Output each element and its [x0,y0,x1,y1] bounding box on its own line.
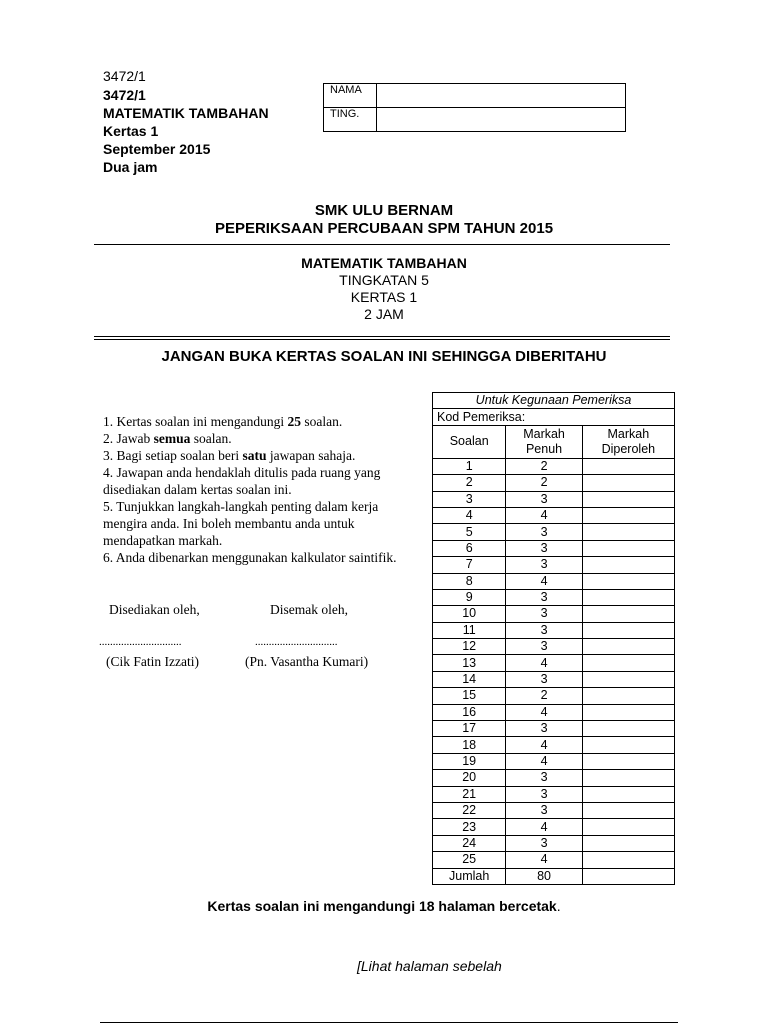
marks-obtained-cell[interactable] [582,721,674,737]
double-divider-bottom [94,339,670,340]
question-number: 16 [433,704,506,720]
full-marks: 3 [506,835,582,851]
question-number: 13 [433,655,506,671]
checked-by-name: (Pn. Vasantha Kumari) [245,654,369,669]
prepared-by-label: Disediakan oleh, [109,602,200,617]
instruction-3: 3. Bagi setiap soalan beri satu jawapan sahaja. [103,448,356,463]
table-row [433,639,675,655]
form-title: TINGKATAN 5 [339,272,429,288]
instruction-2: 2. Jawab semua soalan. [103,431,232,446]
subject-name: MATEMATIK TAMBAHAN [103,105,269,121]
marks-obtained-cell[interactable] [582,622,674,638]
full-marks: 3 [506,540,582,556]
full-marks: 2 [506,688,582,704]
full-marks: 3 [506,491,582,507]
student-id-box [323,83,626,132]
question-number: 11 [433,622,506,638]
question-number: 7 [433,557,506,573]
full-marks: 4 [506,753,582,769]
column-header-marks-obtained: Markah Diperoleh [582,425,674,458]
question-number: 22 [433,802,506,818]
full-marks: 3 [506,721,582,737]
question-number: 17 [433,721,506,737]
table-row [433,704,675,720]
paper-title: KERTAS 1 [350,289,418,305]
marks-obtained-cell[interactable] [582,606,674,622]
name-label: NAMA [324,84,377,108]
table-row [433,671,675,687]
table-row [433,802,675,818]
instructions [103,413,403,566]
marks-obtained-cell[interactable] [582,802,674,818]
marks-obtained-cell[interactable] [582,655,674,671]
table-row [433,622,675,638]
exam-title: PEPERIKSAAN PERCUBAAN SPM TAHUN 2015 [214,220,554,237]
instruction-5: 5. Tunjukkan langkah-langkah penting dalam kerja mengira anda. Ini boleh membantu anda untuk mendapatkan markah. [103,499,379,548]
marks-obtained-cell[interactable] [582,589,674,605]
full-marks: 3 [506,770,582,786]
column-header-question: Soalan [433,425,506,458]
full-marks: 3 [506,557,582,573]
paper-number: Kertas 1 [103,123,159,139]
instruction-6: 6. Anda dibenarkan menggunakan kalkulator saintifik. [103,550,397,565]
full-marks: 3 [506,589,582,605]
table-row [433,753,675,769]
instruction-1: 1. Kertas soalan ini mengandungi 25 soalan. [103,414,343,429]
turn-over-note: [Lihat halaman sebelah [357,958,502,974]
marks-obtained-cell[interactable] [582,491,674,507]
marks-obtained-cell[interactable] [582,458,674,474]
bottom-rule [100,1022,678,1023]
prepared-by-signature-line: .............................. [99,636,182,648]
marks-obtained-cell[interactable] [582,639,674,655]
table-row [433,770,675,786]
examiner-marks-table [432,392,675,885]
total-value: 80 [506,868,582,884]
full-marks: 4 [506,507,582,523]
form-field[interactable] [377,108,626,132]
question-number: 5 [433,524,506,540]
marks-obtained-cell[interactable] [582,540,674,556]
checked-by-signature-line: .............................. [255,636,338,648]
marks-obtained-cell[interactable] [582,524,674,540]
divider [94,244,670,245]
question-number: 6 [433,540,506,556]
table-row [433,507,675,523]
exam-date: September 2015 [103,141,211,157]
header-block [103,86,269,176]
table-row [433,475,675,491]
marks-obtained-cell[interactable] [582,737,674,753]
table-row [433,721,675,737]
question-number: 2 [433,475,506,491]
question-number: 10 [433,606,506,622]
school-name: SMK ULU BERNAM [314,202,454,219]
table-row [433,491,675,507]
marks-obtained-cell[interactable] [582,507,674,523]
marks-obtained-cell[interactable] [582,688,674,704]
question-number: 9 [433,589,506,605]
table-row [433,606,675,622]
question-number: 24 [433,835,506,851]
marks-obtained-cell[interactable] [582,819,674,835]
marks-obtained-cell[interactable] [582,852,674,868]
full-marks: 4 [506,737,582,753]
page-count-note: Kertas soalan ini mengandungi 18 halaman bercetak. [207,898,561,914]
question-number: 1 [433,458,506,474]
marks-obtained-cell[interactable] [582,557,674,573]
table-row [433,835,675,851]
marks-obtained-cell[interactable] [582,671,674,687]
exam-duration: Dua jam [103,159,158,175]
table-title: Untuk Kegunaan Pemeriksa [433,393,675,409]
table-row [433,573,675,589]
marks-obtained-cell[interactable] [582,786,674,802]
full-marks: 3 [506,786,582,802]
full-marks: 4 [506,655,582,671]
question-number: 14 [433,671,506,687]
question-number: 3 [433,491,506,507]
table-row [433,852,675,868]
marks-obtained-cell[interactable] [582,475,674,491]
table-row [433,688,675,704]
form-label: TING. [324,108,377,132]
checked-by-label: Disemak oleh, [270,602,348,617]
table-row [433,540,675,556]
table-row [433,737,675,753]
marks-obtained-cell[interactable] [582,573,674,589]
question-number: 19 [433,753,506,769]
marks-obtained-cell[interactable] [582,770,674,786]
double-divider-top [94,336,670,337]
paper-code-plain: 3472/1 [103,68,146,84]
full-marks: 3 [506,802,582,818]
question-number: 12 [433,639,506,655]
marks-obtained-cell[interactable] [582,835,674,851]
paper-code: 3472/1 [103,87,146,103]
table-row [433,819,675,835]
marks-obtained-cell[interactable] [582,704,674,720]
instruction-4: 4. Jawapan anda hendaklah ditulis pada ruang yang disediakan dalam kertas soalan ini. [103,465,381,497]
question-number: 15 [433,688,506,704]
table-row [433,458,675,474]
name-field[interactable] [377,84,626,108]
duration-title: 2 JAM [364,306,404,322]
prepared-by-name: (Cik Fatin Izzati) [106,654,199,669]
full-marks: 3 [506,606,582,622]
examiner-code: Kod Pemeriksa: [433,409,675,425]
question-number: 18 [433,737,506,753]
full-marks: 3 [506,524,582,540]
full-marks: 4 [506,704,582,720]
subject-title: MATEMATIK TAMBAHAN [301,255,467,271]
table-row [433,786,675,802]
full-marks: 3 [506,671,582,687]
full-marks: 4 [506,852,582,868]
question-number: 25 [433,852,506,868]
marks-obtained-cell[interactable] [582,753,674,769]
full-marks: 4 [506,573,582,589]
full-marks: 4 [506,819,582,835]
full-marks: 3 [506,622,582,638]
table-row [433,655,675,671]
full-marks: 3 [506,639,582,655]
question-number: 4 [433,507,506,523]
total-obtained-cell[interactable] [582,868,674,884]
table-row [433,524,675,540]
question-number: 23 [433,819,506,835]
table-row [433,589,675,605]
column-header-full-marks: Markah Penuh [506,425,582,458]
table-row [433,557,675,573]
full-marks: 2 [506,458,582,474]
question-number: 20 [433,770,506,786]
question-number: 21 [433,786,506,802]
total-label: Jumlah [433,868,506,884]
question-number: 8 [433,573,506,589]
full-marks: 2 [506,475,582,491]
do-not-open-warning: JANGAN BUKA KERTAS SOALAN INI SEHINGGA DIBERITAHU [161,348,607,365]
